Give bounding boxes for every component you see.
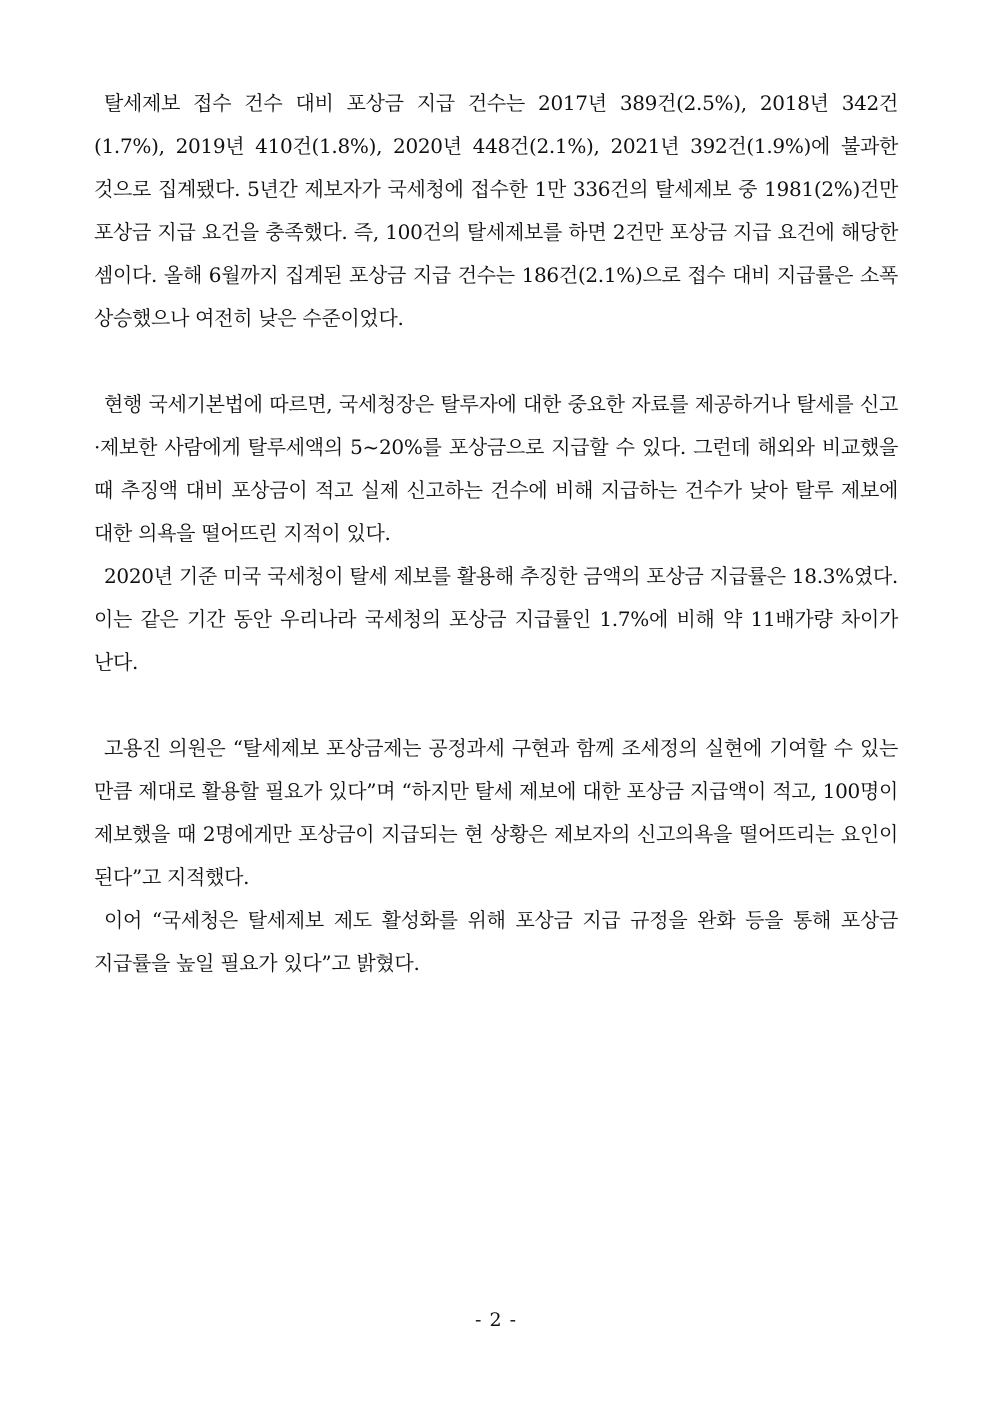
paragraph-basic-tax-law: 현행 국세기본법에 따르면, 국세청장은 탈루자에 대한 중요한 자료를 제공하거나 탈세를 신고·제보한 사람에게 탈루세액의 5~20%를 포상금으로 지급할 수 있다. 그런데 해외와 비교했을 때 추징액 대비 포상금이 적고 실제 신고하는 건수에 비해 지급하는 건수가 낮아 탈루 제보에 대한 의욕을 떨어뜨린 지적이 있다.: [94, 392, 898, 545]
page-number: - 2 -: [474, 1309, 517, 1331]
paragraph-closing-quote: 이어 “국세청은 탈세제보 제도 활성화를 위해 포상금 지급 규정을 완화 등을 통해 포상금 지급률을 높일 필요가 있다”고 밝혔다.: [94, 908, 898, 975]
paragraph-us-comparison: 2020년 기준 미국 국세청이 탈세 제보를 활용해 추징한 금액의 포상금 지급률은 18.3%였다. 이는 같은 기간 동안 우리나라 국세청의 포상금 지급률인 1.7%에 비해 약 11배가량 차이가 난다.: [94, 564, 898, 674]
document-body: [94, 82, 898, 985]
paragraph-lawmaker-quote: 고용진 의원은 “탈세제보 포상금제는 공정과세 구현과 함께 조세정의 실현에 기여할 수 있는 만큼 제대로 활용할 필요가 있다”며 “하지만 탈세 제보에 대한 포상금 지급액이 적고, 100명이 제보했을 때 2명에게만 포상금이 지급되는 현 상황은 제보자의 신고의욕을 떨어뜨리는 요인이 된다”고 지적했다.: [94, 736, 898, 889]
paragraph-reward-statistics: 탈세제보 접수 건수 대비 포상금 지급 건수는 2017년 389건(2.5%), 2018년 342건(1.7%), 2019년 410건(1.8%), 2020년 448건(2.1%), 2021년 392건(1.9%)에 불과한 것으로 집계됐다. 5년간 제보자가 국세청에 접수한 1만 336건의 탈세제보 중 1981(2%)건만 포상금 지급 요건을 충족했다. 즉, 100건의 탈세제보를 하면 2건만 포상금 지급 요건에 해당한 셈이다. 올해 6월까지 집계된 포상금 지급 건수는 186건(2.1%)으로 접수 대비 지급률은 소폭 상승했으나 여전히 낮은 수준이었다.: [94, 91, 898, 330]
